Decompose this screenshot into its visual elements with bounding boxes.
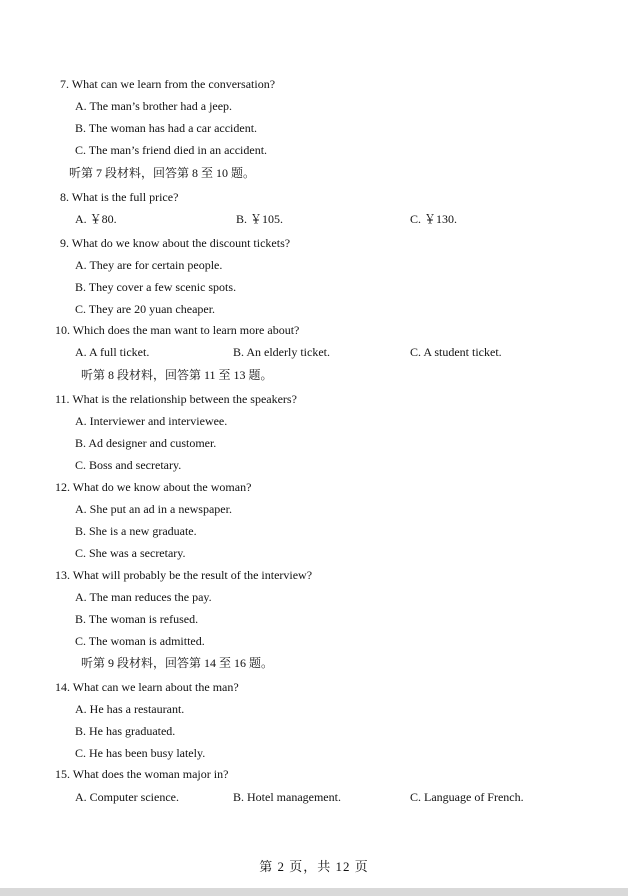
- option-9a: A. They are for certain people.: [75, 258, 223, 272]
- option-15a: A. Computer science.: [75, 790, 179, 804]
- question-11: 11. What is the relationship between the speakers?: [55, 392, 297, 406]
- option-12b: B. She is a new graduate.: [75, 524, 197, 538]
- option-11b: B. Ad designer and customer.: [75, 436, 217, 450]
- option-11c: C. Boss and secretary.: [75, 458, 182, 472]
- option-8c: C. ￥130.: [410, 212, 458, 226]
- option-8a: A. ￥80.: [75, 212, 117, 226]
- option-14b: B. He has graduated.: [75, 724, 176, 738]
- question-7: 7. What can we learn from the conversation?: [60, 77, 276, 91]
- question-15: 15. What does the woman major in?: [55, 767, 229, 781]
- page-footer: 第 2 页，共 12 页: [259, 859, 369, 874]
- question-12: 12. What do we know about the woman?: [55, 480, 252, 494]
- option-12a: A. She put an ad in a newspaper.: [75, 502, 232, 516]
- option-8b: B. ￥105.: [236, 212, 284, 226]
- option-7c: C. The man’s friend died in an accident.: [75, 143, 268, 157]
- section-heading-7: 听第 7 段材料，回答第 8 至 10 题。: [69, 166, 256, 180]
- option-7b: B. The woman has had a car accident.: [75, 121, 258, 135]
- option-10b: B. An elderly ticket.: [233, 345, 330, 359]
- question-9: 9. What do we know about the discount tickets?: [60, 236, 291, 250]
- option-13a: A. The man reduces the pay.: [75, 590, 212, 604]
- option-15b: B. Hotel management.: [233, 790, 341, 804]
- option-12c: C. She was a secretary.: [75, 546, 186, 560]
- question-10: 10. Which does the man want to learn more about?: [55, 323, 300, 337]
- option-10c: C. A student ticket.: [410, 345, 502, 359]
- option-14c: C. He has been busy lately.: [75, 746, 206, 760]
- section-heading-8: 听第 8 段材料，回答第 11 至 13 题。: [81, 368, 273, 382]
- viewer-bottom-bar: [0, 888, 628, 896]
- option-15c: C. Language of French.: [410, 790, 524, 804]
- option-11a: A. Interviewer and interviewee.: [75, 414, 228, 428]
- option-14a: A. He has a restaurant.: [75, 702, 185, 716]
- option-13b: B. The woman is refused.: [75, 612, 199, 626]
- question-13: 13. What will probably be the result of the interview?: [55, 568, 313, 582]
- option-13c: C. The woman is admitted.: [75, 634, 205, 648]
- question-14: 14. What can we learn about the man?: [55, 680, 239, 694]
- option-9c: C. They are 20 yuan cheaper.: [75, 302, 216, 316]
- option-9b: B. They cover a few scenic spots.: [75, 280, 237, 294]
- section-heading-9: 听第 9 段材料，回答第 14 至 16 题。: [81, 656, 274, 670]
- option-10a: A. A full ticket.: [75, 345, 150, 359]
- option-7a: A. The man’s brother had a jeep.: [75, 99, 233, 113]
- question-8: 8. What is the full price?: [60, 190, 179, 204]
